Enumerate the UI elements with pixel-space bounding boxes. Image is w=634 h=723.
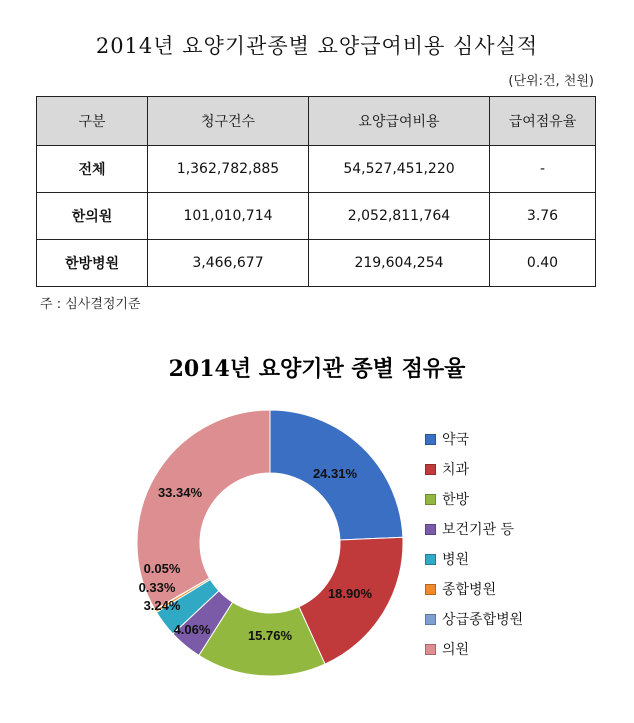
cell-claims: 101,010,714	[148, 193, 309, 240]
table-header-row	[37, 97, 596, 146]
header-claims: 청구건수	[148, 97, 309, 146]
header-category: 구분	[37, 97, 148, 146]
legend-swatch	[425, 524, 436, 535]
cell-share: 0.40	[490, 240, 596, 287]
header-cost: 요양급여비용	[309, 97, 490, 146]
legend-swatch	[425, 644, 436, 655]
slice-value-label: 24.31%	[312, 466, 358, 481]
slice-value-label: 15.76%	[247, 628, 293, 643]
document-title: 2014년 요양기관종별 요양급여비용 심사실적	[95, 34, 539, 58]
slice-value-label: 33.34%	[157, 485, 203, 500]
legend-item	[425, 604, 523, 634]
legend-item	[425, 634, 523, 664]
header-share: 급여점유율	[490, 97, 596, 146]
legend-item	[425, 484, 523, 514]
legend-label: 상급종합병원	[442, 612, 524, 628]
legend-label: 의원	[442, 642, 470, 658]
legend-label: 한방	[442, 492, 470, 508]
slice-value-label: 3.24%	[143, 598, 181, 613]
legend-swatch	[425, 554, 436, 565]
legend-label: 병원	[442, 552, 470, 568]
slice-value-label: 18.90%	[327, 586, 373, 601]
legend-swatch	[425, 494, 436, 505]
slice-value-label: 4.06%	[173, 622, 211, 637]
slice-value-label: 0.05%	[143, 561, 181, 576]
cell-cost: 219,604,254	[309, 240, 490, 287]
cell-share: -	[490, 146, 596, 193]
legend-item	[425, 454, 523, 484]
legend-swatch	[425, 434, 436, 445]
legend-label: 치과	[442, 462, 470, 478]
unit-label: (단위:건, 천원)	[508, 74, 594, 89]
cell-claims: 1,362,782,885	[148, 146, 309, 193]
legend-swatch	[425, 614, 436, 625]
legend-item	[425, 544, 523, 574]
cell-share: 3.76	[490, 193, 596, 240]
donut-chart	[120, 410, 420, 680]
row-label: 한의원	[37, 193, 148, 240]
chart-legend	[425, 424, 523, 664]
legend-item	[425, 424, 523, 454]
performance-table	[36, 96, 596, 287]
row-label: 한방병원	[37, 240, 148, 287]
cell-claims: 3,466,677	[148, 240, 309, 287]
table-footnote: 주 : 심사결정기준	[40, 297, 141, 312]
slice-value-label: 0.33%	[138, 580, 176, 595]
legend-label: 종합병원	[442, 582, 497, 598]
legend-swatch	[425, 584, 436, 595]
legend-item	[425, 574, 523, 604]
table-row	[37, 146, 596, 193]
table-row	[37, 193, 596, 240]
cell-cost: 2,052,811,764	[309, 193, 490, 240]
legend-label: 약국	[442, 432, 470, 448]
legend-label: 보건기관 등	[442, 522, 515, 538]
legend-swatch	[425, 464, 436, 475]
row-label: 전체	[37, 146, 148, 193]
table-row	[37, 240, 596, 287]
chart-title: 2014년 요양기관 종별 점유율	[168, 356, 466, 382]
legend-item	[425, 514, 523, 544]
cell-cost: 54,527,451,220	[309, 146, 490, 193]
